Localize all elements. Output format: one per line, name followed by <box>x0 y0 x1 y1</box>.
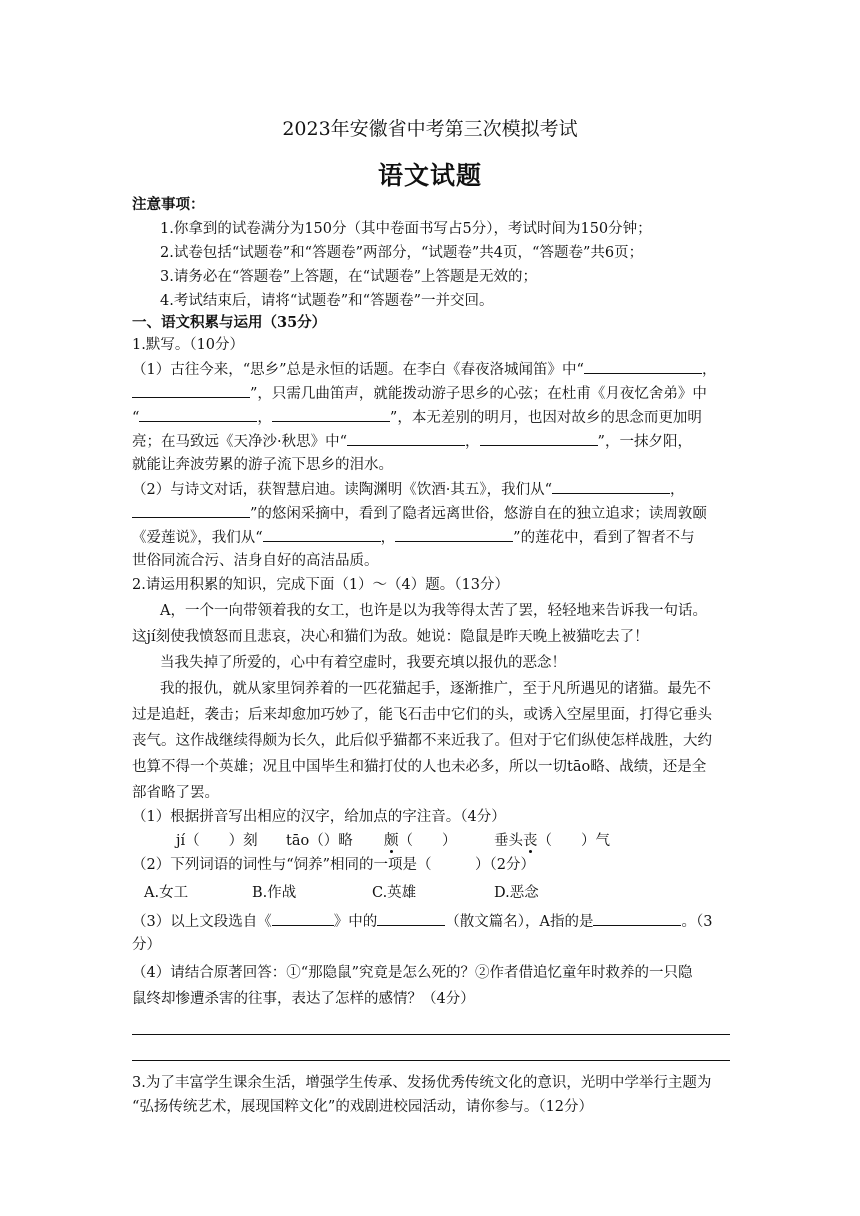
notice-item-3: 3.请务必在“答题卷”上答题，在“试题卷”上答题是无效的； <box>160 269 537 285</box>
q3-line2: “弘扬传统艺术，展现国粹文化”的戏剧进校园活动，请你参与。（12分） <box>132 1099 594 1115</box>
text: ”，只需几曲笛声，就能拨动游子思乡的心弦；在杜甫《月夜忆舍弟》中 <box>250 386 707 402</box>
section-heading: 一、语文积累与运用（35分） <box>132 314 327 331</box>
answer-line-2[interactable] <box>132 1060 730 1061</box>
option-b[interactable]: B.作战 <box>252 885 297 901</box>
q1-p1-line1 <box>132 358 732 381</box>
q1-p1-line3 <box>132 406 732 429</box>
pinyin-item-po[interactable] <box>384 830 494 852</box>
blank[interactable] <box>272 406 390 422</box>
q1-stem: 1.默写。（10分） <box>132 337 245 353</box>
q1-p2-line1 <box>132 478 732 501</box>
blank-essay[interactable] <box>377 910 445 926</box>
q1-p1-line5: 就能让奔波劳累的游子流下思乡的泪水。 <box>132 457 393 473</box>
pinyin-item-tao[interactable]: tāo（）略 <box>286 833 353 849</box>
pinyin-item-sang[interactable] <box>494 833 610 849</box>
blank[interactable] <box>139 406 257 422</box>
text: ， <box>670 482 685 498</box>
blank[interactable] <box>552 478 670 494</box>
passage-line-2: 这jí刻使我愤怒而且悲哀，决心和猫们为敌。她说：隐鼠是昨天晚上被猫吃去了！ <box>132 629 649 645</box>
text: ， <box>701 362 717 378</box>
notice-item-4: 4.考试结束后，请将“试题卷”和“答题卷”一并交回。 <box>160 293 494 309</box>
blank-book[interactable] <box>272 910 334 926</box>
text: 。（3 <box>681 914 713 930</box>
text: ， <box>257 410 272 426</box>
q2-sub2-options <box>132 882 732 904</box>
blank[interactable] <box>132 502 250 518</box>
text: ”的悠闲采摘中，看到了隐者远离世俗，悠游自在的独立追求；读周敦颐 <box>250 506 707 522</box>
blank[interactable] <box>480 430 598 446</box>
blank[interactable] <box>584 358 702 374</box>
text: （散文篇名），A指的是 <box>445 914 594 930</box>
text: （ ） <box>398 833 457 849</box>
passage-line-7: 也算不得一个英雄；况且中国毕生和猫打仗的人也未必多，所以一切tāo略、战绩，还是全 <box>132 759 707 775</box>
text: “ <box>132 410 140 426</box>
text: （2）与诗文对话，获智慧启迪。读陶渊明《饮酒·其五》，我们从“ <box>132 482 552 498</box>
dotted-char-po: 颇 <box>384 833 399 849</box>
blank[interactable] <box>347 430 465 446</box>
text: 垂头 <box>494 833 523 849</box>
option-c[interactable]: C.英雄 <box>372 885 417 901</box>
blank-a-refers[interactable] <box>593 910 681 926</box>
passage-line-1: A，一个一向带领着我的女工，也许是以为我等得太苦了罢，轻轻地来告诉我一句话。 <box>160 603 707 619</box>
text: 《爱莲说》，我们从“ <box>132 530 263 546</box>
text: ”的莲花中，看到了智者不与 <box>513 530 695 546</box>
q2-sub3-line2: 分） <box>132 937 161 953</box>
answer-line-1[interactable] <box>132 1034 730 1035</box>
q2-sub1-stem: （1）根据拼音写出相应的汉字，给加点的字注音。（4分） <box>132 809 506 825</box>
text: 》中的 <box>333 914 378 930</box>
q2-sub2-stem: （2）下列词语的词性与“饲养”相同的一项是（ ）（2分） <box>132 857 536 873</box>
q2-sub4-line1: （4）请结合原著回答：①“那隐鼠”究竟是怎么死的？②作者借追忆童年时救养的一只隐 <box>132 965 693 981</box>
text: （3）以上文段选自《 <box>132 914 272 930</box>
text: ， <box>465 434 480 450</box>
passage-line-4: 我的报仇，就从家里饲养着的一匹花猫起手，逐渐推广，至于凡所遇见的诸猫。最先不 <box>160 681 711 697</box>
q1-p1-line2 <box>132 382 732 405</box>
blank[interactable] <box>263 526 381 542</box>
passage-line-5: 过是追赶，袭击；后来却愈加巧妙了，能飞石击中它们的头，或诱入空屋里面，打得它垂头 <box>132 707 712 723</box>
passage-line-3: 当我失掉了所爱的，心中有着空虚时，我要充填以报仇的恶念！ <box>160 655 566 671</box>
q2-sub4-line2: 鼠终却惨遭杀害的往事，表达了怎样的感情？（4分） <box>132 991 475 1007</box>
subject-title: 语文试题 <box>377 161 482 190</box>
q2-sub3-line1 <box>132 910 732 933</box>
text: （1）古往今来，“思乡”总是永恒的话题。在李白《春夜洛城闻笛》中“ <box>132 362 584 378</box>
q2-sub1-items <box>132 830 732 852</box>
q1-p2-line2 <box>132 502 732 525</box>
notice-item-2: 2.试卷包括“试题卷”和“答题卷”两部分，“试题卷”共4页，“答题卷”共6页； <box>160 245 644 261</box>
text: ， <box>380 530 396 546</box>
blank[interactable] <box>395 526 513 542</box>
q1-p2-line4: 世俗同流合污、洁身自好的高洁品质。 <box>132 553 379 569</box>
q1-p2-line3 <box>132 526 732 549</box>
q2-stem: 2.请运用积累的知识，完成下面（1）～（4）题。（13分） <box>132 577 509 593</box>
text: ”，本无差别的明月，也因对故乡的思念而更加明 <box>389 410 702 426</box>
blank[interactable] <box>132 382 250 398</box>
q3-line1: 3.为了丰富学生课余生活，增强学生传承、发扬优秀传统文化的意识，光明中学举行主题为 <box>132 1075 712 1091</box>
option-d[interactable]: D.恶念 <box>494 885 539 901</box>
notice-heading: 注意事项： <box>132 196 205 213</box>
notice-item-1: 1.你拿到的试卷满分为150分（其中卷面书写占5分），考试时间为150分钟； <box>160 221 652 237</box>
text: ”，一抹夕阳， <box>597 434 692 450</box>
text: （ ）气 <box>537 833 610 849</box>
q1-p1-line4 <box>132 430 732 453</box>
passage-line-6: 丧气。这作战继续得颇为长久，此后似乎猫都不来近我了。但对于它们纵使怎样战胜，大约 <box>132 733 712 749</box>
passage-line-8: 部省略了罢。 <box>132 785 219 801</box>
exam-title: 2023年安徽省中考第三次模拟考试 <box>282 118 578 140</box>
text: 亮；在马致远《天净沙·秋思》中“ <box>132 434 348 450</box>
dotted-char-sang: 丧 <box>523 833 538 849</box>
option-a[interactable]: A.女工 <box>144 885 189 901</box>
pinyin-item-ji[interactable]: jí（ ）刻 <box>176 833 258 849</box>
